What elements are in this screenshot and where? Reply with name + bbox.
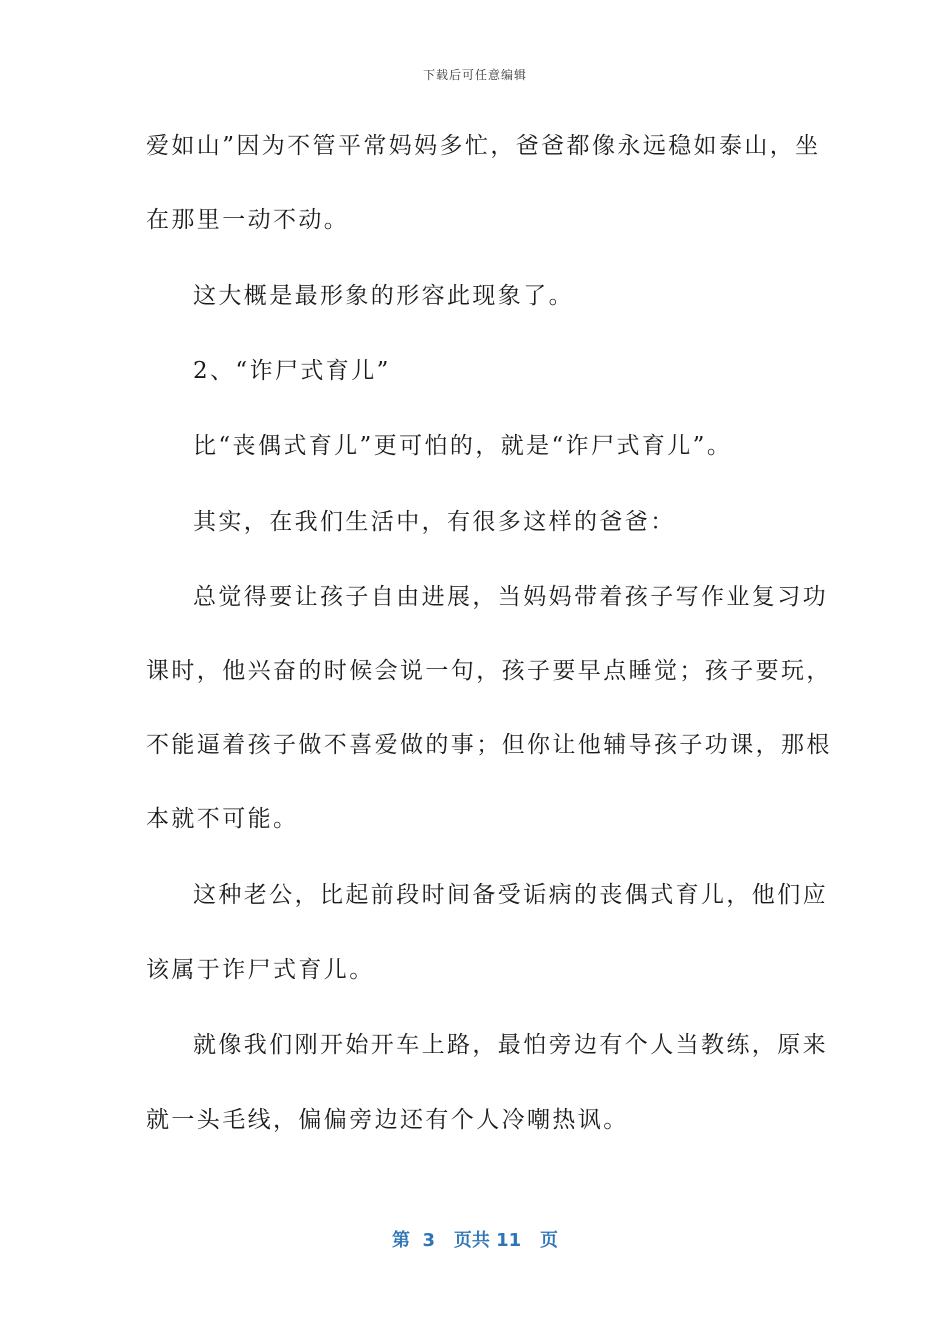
- text-line-14: 就一头毛线，偏偏旁边还有个人冷嘲热讽。: [146, 1107, 629, 1133]
- text-line-3: 这大概是最形象的形容此现象了。: [193, 283, 574, 309]
- text-line-2: 在那里一动不动。: [146, 207, 350, 233]
- text-line-8: 课时，他兴奋的时候会说一句，孩子要早点睡觉；孩子要玩，: [146, 658, 832, 684]
- text-line-7: 总觉得要让孩子自由进展，当妈妈带着孩子写作业复习功: [193, 584, 828, 610]
- text-line-10: 本就不可能。: [146, 806, 299, 832]
- text-line-9: 不能逼着孩子做不喜爱做的事；但你让他辅导孩子功课，那根: [146, 732, 832, 758]
- section-heading: 2、“诈尸式育儿”: [193, 358, 391, 384]
- header-note: 下载后可任意编辑: [422, 68, 527, 82]
- text-line-12: 该属于诈尸式育儿。: [146, 957, 375, 983]
- page-number: 第 3 页共 11 页: [392, 1230, 558, 1251]
- text-line-5: 比“丧偶式育儿”更可怕的，就是“诈尸式育儿”。: [193, 433, 733, 459]
- text-line-13: 就像我们刚开始开车上路，最怕旁边有个人当教练，原来: [193, 1032, 828, 1058]
- text-line-6: 其实，在我们生活中，有很多这样的爸爸：: [193, 509, 676, 535]
- text-line-11: 这种老公，比起前段时间备受诟病的丧偶式育儿，他们应: [193, 882, 828, 908]
- text-line-1: 爱如山”因为不管平常妈妈多忙，爸爸都像永远稳如泰山，坐: [146, 133, 821, 159]
